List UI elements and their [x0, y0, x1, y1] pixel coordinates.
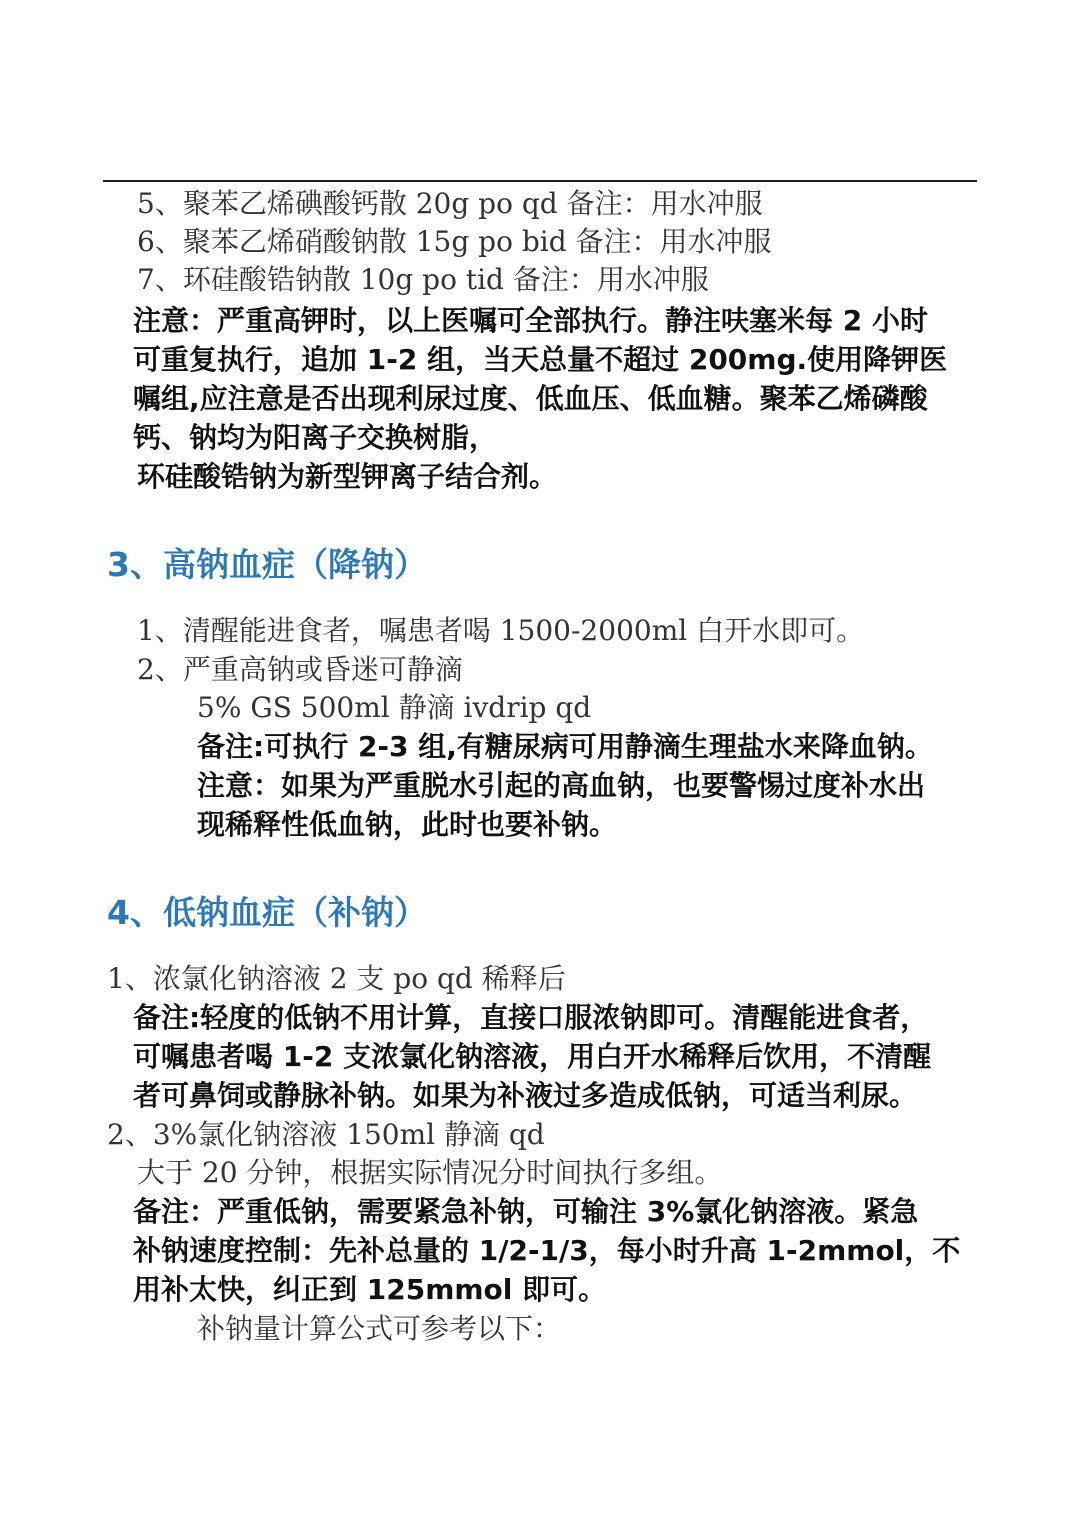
header-rule — [103, 180, 977, 182]
section-4-remark-line: 补钠速度控制：先补总量的 1/2-1/3，每小时升高 1-2mmol，不 — [133, 1234, 961, 1267]
section-3-caution-line: 现稀释性低血钠，此时也要补钠。 — [197, 808, 618, 841]
section-3-item-2: 2、严重高钠或昏迷可静滴 — [137, 653, 463, 686]
section-3-caution-line: 注意：如果为严重脱水引起的高血钠，也要警惕过度补水出 — [197, 769, 926, 802]
section-3-prescription: 5% GS 500ml 静滴 ivdrip qd — [197, 691, 592, 724]
section-4-item-2-detail: 大于 20 分钟，根据实际情况分时间执行多组。 — [137, 1156, 723, 1189]
section-3-remark: 备注:可执行 2-3 组,有糖尿病可用静滴生理盐水来降血钠。 — [197, 730, 933, 763]
section-4-item-1: 1、浓氯化钠溶液 2 支 po qd 稀释后 — [107, 962, 566, 995]
med-item-7: 7、环硅酸锆钠散 10g po tid 备注：用水冲服 — [137, 263, 709, 296]
section-4-remark-line: 可嘱患者喝 1-2 支浓氯化钠溶液，用白开水稀释后饮用，不清醒 — [133, 1040, 932, 1073]
potassium-note-line: 钙、钠均为阳离子交换树脂， — [133, 421, 498, 454]
potassium-note-line: 可重复执行，追加 1-2 组，当天总量不超过 200mg.使用降钾医 — [133, 343, 948, 376]
section-4-remark-line: 备注:轻度的低钠不用计算，直接口服浓钠即可。清醒能进食者， — [133, 1001, 929, 1034]
section-3-item-1: 1、清醒能进食者，嘱患者喝 1500-2000ml 白开水即可。 — [137, 614, 865, 647]
section-4-remark-line: 用补太快，纠正到 125mmol 即可。 — [133, 1273, 607, 1306]
section-4-item-2: 2、3%氯化钠溶液 150ml 静滴 qd — [107, 1118, 545, 1151]
potassium-note-line: 环硅酸锆钠为新型钾离子结合剂。 — [137, 460, 558, 493]
med-item-6: 6、聚苯乙烯硝酸钠散 15g po bid 备注：用水冲服 — [137, 225, 772, 258]
section-4-remark-line: 者可鼻饲或静脉补钠。如果为补液过多造成低钠，可适当利尿。 — [133, 1079, 918, 1112]
section-4-remark-line: 备注：严重低钠，需要紧急补钠，可输注 3%氯化钠溶液。紧急 — [133, 1195, 919, 1228]
med-item-5: 5、聚苯乙烯碘酸钙散 20g po qd 备注：用水冲服 — [137, 187, 763, 220]
formula-intro: 补钠量计算公式可参考以下： — [197, 1312, 562, 1345]
potassium-note-line: 注意：严重高钾时，以上医嘱可全部执行。静注呋塞米每 2 小时 — [133, 304, 928, 337]
section-4-heading: 4、低钠血症（补钠） — [107, 893, 427, 932]
section-3-heading: 3、高钠血症（降钠） — [107, 545, 427, 584]
potassium-note-line: 嘱组,应注意是否出现利尿过度、低血压、低血糖。聚苯乙烯磷酸 — [133, 382, 928, 415]
